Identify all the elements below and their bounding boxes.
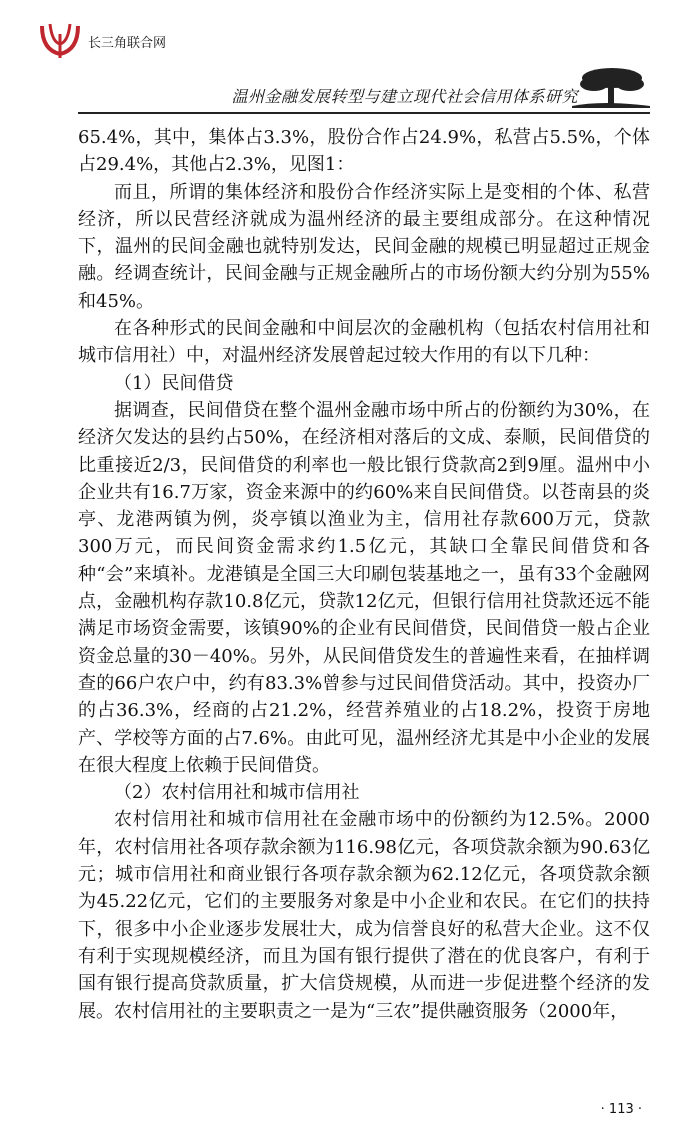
body-text bbox=[78, 124, 650, 1025]
site-name: 长三角联合网 bbox=[88, 36, 167, 51]
site-logo-icon bbox=[36, 20, 84, 60]
paragraph: 农村信用社和城市信用社在金融市场中的份额约为12.5%。2000年，农村信用社各项存款余额为116.98亿元，各项贷款余额为90.63亿元；城市信用社和商业银行各项存款余额为62.12亿元，各项贷款余额为45.22亿元，它们的主要服务对象是中小企业和农民。在它们的扶持下，很多中小企业逐步发展壮大，成为信誉良好的私营大企业。这不仅有利于实现规模经济，而且为国有银行提供了潜在的优良客户，有利于国有银行提高贷款质量，扩大信贷规模，从而进一步促进整个经济的发展。农村信用社的主要职责之一是为“三农”提供融资服务（2000年， bbox=[78, 809, 650, 1022]
page-number: · 113 · bbox=[600, 1102, 642, 1117]
paragraph: 65.4%，其中，集体占3.3%，股份合作占24.9%，私营占5.5%，个体占29.4%，其他占2.3%，见图1： bbox=[78, 127, 650, 176]
paragraph: 而且，所谓的集体经济和股份合作经济实际上是变相的个体、私营经济，所以民营经济就成为温州经济的最主要组成部分。在这种情况下，温州的民间金融也就特别发达，民间金融的规模已明显超过正规金融。经调查统计，民间金融与正规金融所占的市场份额大约分别为55%和45%。 bbox=[78, 181, 650, 312]
paragraph: 据调查，民间借贷在整个温州金融市场中所占的份额约为30%，在经济欠发达的县约占50%，在经济相对落后的文成、泰顺，民间借贷的比重接近2/3，民间借贷的利率也一般比银行贷款高2到9厘。温州中小企业共有16.7万家，资金来源中的约60%来自民间借贷。以苍南县的炎亭、龙港两镇为例，炎亭镇以渔业为主，信用社存款600万元，贷款300万元，而民间资金需求约1.5亿元，其缺口全靠民间借贷和各种“会”来填补。龙港镇是全国三大印刷包装基地之一，虽有33个金融网点，金融机构存款10.8亿元，贷款12亿元，但银行信用社贷款还远不能满足市场资金需要，该镇90%的企业有民间借贷，民间借贷一般占企业资金总量的30－40%。另外，从民间借贷发生的普遍性来看，在抽样调查的66户农户中，约有83.3%曾参与过民间借贷活动。其中，投资办厂的占36.3%，经商的占21.2%，经营养殖业的占18.2%，投资于房地产、学校等方面的占7.6%。由此可见，温州经济尤其是中小企业的发展在很大程度上依赖于民间借贷。 bbox=[78, 399, 650, 776]
site-logo bbox=[30, 20, 170, 60]
tree-ornament-icon bbox=[572, 64, 650, 108]
header-rule bbox=[78, 112, 650, 114]
paragraph: 在各种形式的民间金融和中间层次的金融机构（包括农村信用社和城市信用社）中，对温州经济发展曾起过较大作用的有以下几种： bbox=[78, 318, 650, 367]
running-title: 温州金融发展转型与建立现代社会信用体系研究 bbox=[231, 87, 578, 106]
section-heading: （1）民间借贷 bbox=[114, 372, 234, 394]
section-heading: （2）农村信用社和城市信用社 bbox=[114, 782, 360, 804]
